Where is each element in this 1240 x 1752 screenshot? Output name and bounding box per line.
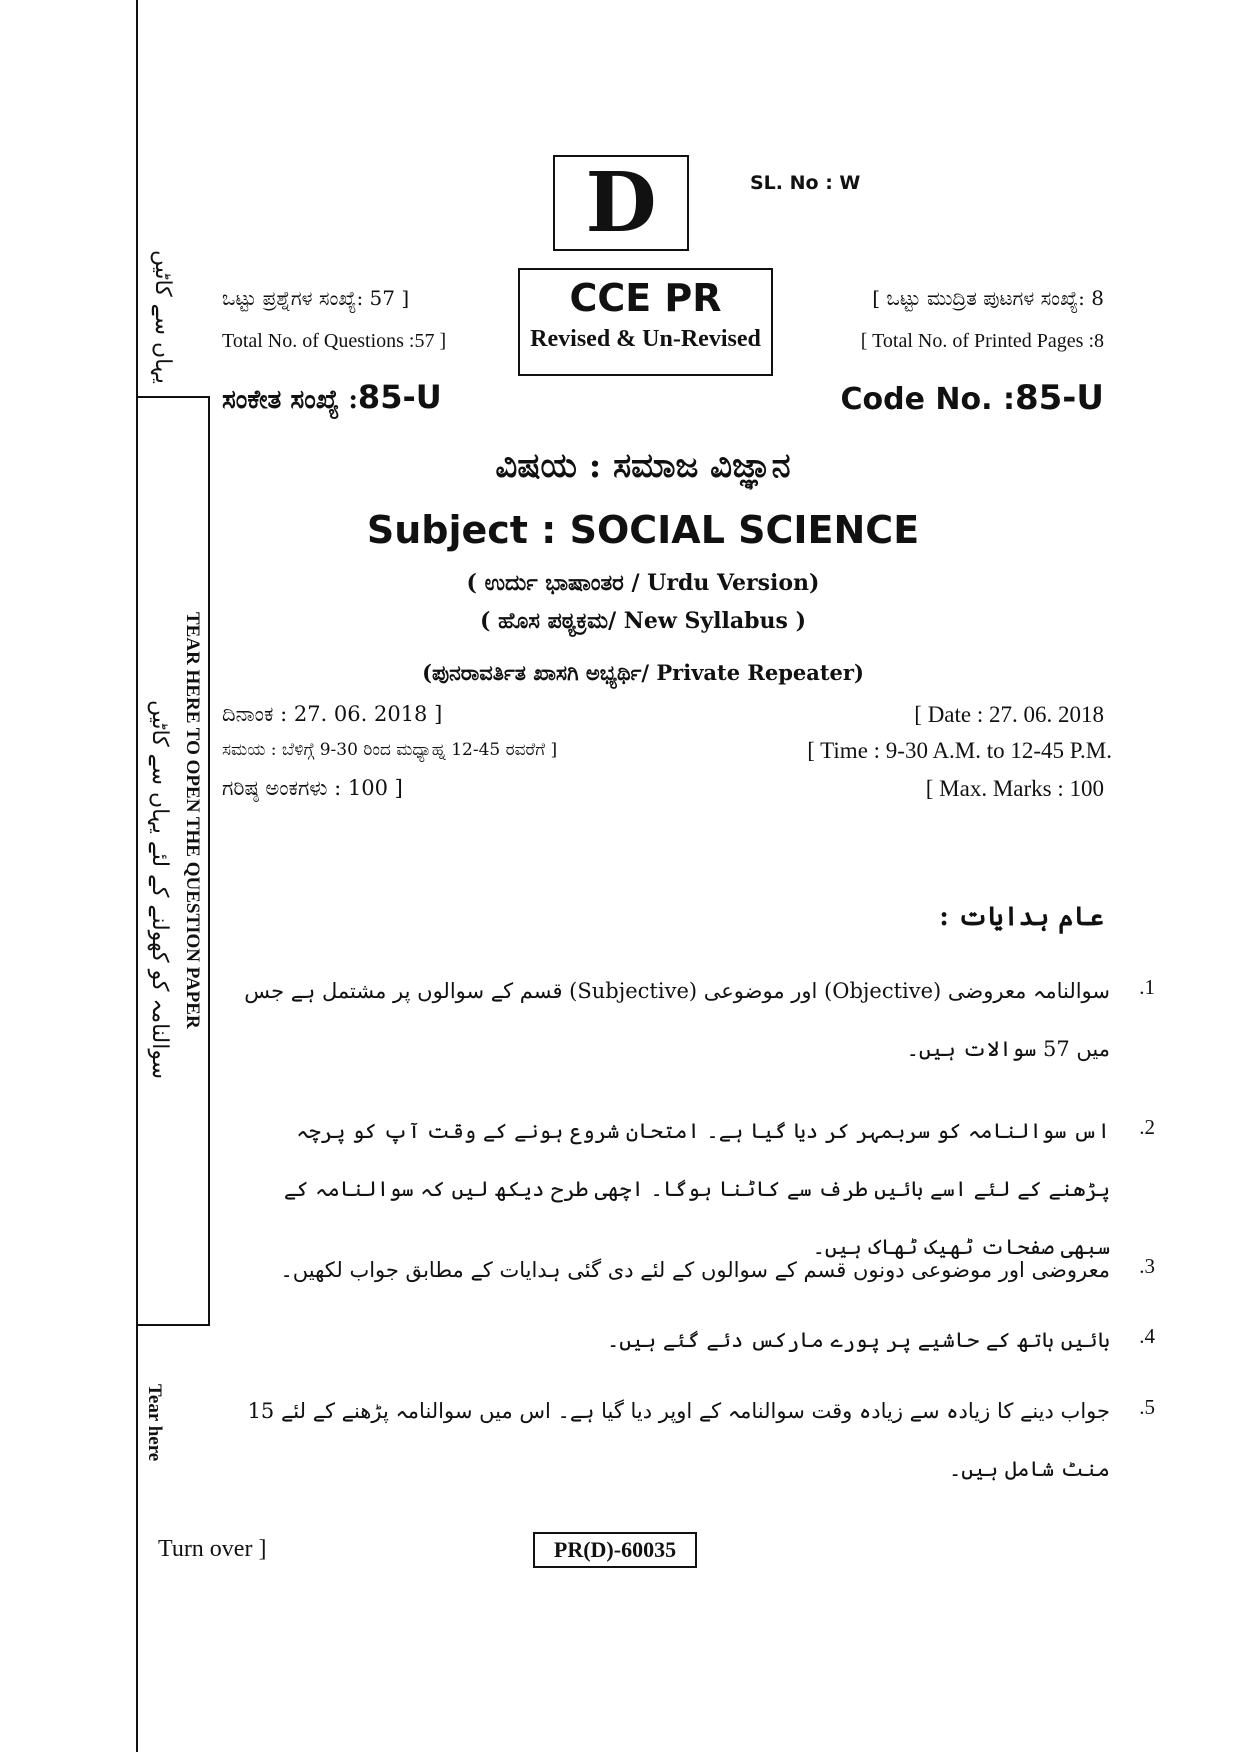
date-kn: ದಿನಾಂಕ : 27. 06. 2018 ]: [222, 702, 443, 726]
syllabus-label: ( ಹೊಸ ಪಠ್ಯಕ್ರಮ/ New Syllabus ): [480, 608, 806, 634]
version-label: ( ಉರ್ದು ಭಾಷಾಂತರ / Urdu Version): [466, 570, 820, 596]
exam-board: CCE PR: [569, 276, 722, 320]
marks-kn: ಗರಿಷ್ಠ ಅಂಕಗಳು : 100 ]: [222, 776, 403, 800]
instruction-num-1: .1: [1139, 975, 1155, 999]
code-en-label: Code No. :: [840, 382, 1015, 417]
instruction-5: جواب دینے کا زیادہ سے زیادہ وقت سوالنامہ کے اوپر دیا گیا ہے۔ اس میں سوالنامہ پڑھنے کے لئے 15 منٹ شامل ہیں۔: [247, 1399, 1110, 1481]
subject-en: Subject : SOCIAL SCIENCE: [366, 508, 920, 552]
serial-number: SL. No : W: [750, 172, 861, 194]
code-kn-label: ಸಂಕೇತ ಸಂಖ್ಯೆ :: [222, 385, 358, 415]
instruction-num-3: .3: [1139, 1254, 1155, 1278]
instruction-4: بائیں ہاتھ کے حاشیے پر پورے مارکس دئے گئے ہیں۔: [606, 1328, 1110, 1352]
turn-over: Turn over ]: [158, 1536, 267, 1562]
margin-line: [136, 0, 138, 1752]
instruction-2: اس سوالنامہ کو سربمہر کر دیا گیا ہے۔ امتحان شروع ہونے کے وقت آپ کو پرچہ پڑھنے کے لئے اسے بائیں طرف سے کاٹنا ہوگا۔ اچھی طرح دیکھ لیں کہ سوالنامہ کے سبھی صفحات ٹھیک ٹھاک ہیں۔: [283, 1119, 1110, 1259]
code-kn-value: 85-U: [357, 378, 442, 416]
side-tear-here: Tear here: [144, 1384, 165, 1462]
instructions-heading: عام ہدایات :: [939, 902, 1104, 932]
questions-en: Total No. of Questions :57 ]: [222, 330, 447, 352]
side-urdu-middle: سوالنامہ کو کھولنے کے لئے یہاں سے کاٹیں: [147, 700, 172, 1080]
marks-en: [ Max. Marks : 100: [925, 776, 1104, 801]
code-kn: [222, 378, 442, 416]
instruction-num-5: .5: [1139, 1395, 1155, 1419]
code-en-value: 85-U: [1014, 378, 1104, 418]
exam-board-box: [518, 268, 773, 376]
instruction-1: سوالنامہ معروضی (Objective) اور موضوعی (Subjective) قسم کے سوالوں پر مشتمل ہے جس میں 57 سوالات ہیں۔: [244, 979, 1110, 1061]
date-en: [ Date : 27. 06. 2018: [914, 702, 1104, 727]
tear-box-right: [208, 396, 210, 1326]
pages-en: [ Total No. of Printed Pages :8: [860, 330, 1104, 352]
instruction-num-4: .4: [1139, 1324, 1155, 1348]
time-en: [ Time : 9-30 A.M. to 12-45 P.M.: [807, 738, 1112, 763]
revision-label: Revised & Un-Revised: [530, 326, 761, 352]
tear-box-top: [136, 396, 210, 398]
side-tear-open: TEAR HERE TO OPEN THE QUESTION PAPER: [182, 612, 203, 1029]
time-kn: ಸಮಯ : ಬೆಳಿಗ್ಗೆ 9-30 ರಿಂದ ಮಧ್ಯಾಹ್ನ 12-45 ರವರೆಗೆ ]: [222, 740, 558, 760]
side-urdu-top: یہاں سے کاٹیں: [150, 250, 175, 384]
paper-set: D: [585, 155, 657, 251]
instruction-num-2: .2: [1139, 1115, 1155, 1139]
paper-code: PR(D)-60035: [533, 1532, 697, 1568]
paper-set-box: [553, 155, 689, 251]
code-en: [841, 378, 1105, 418]
pages-kn: [ ಒಟ್ಟು ಮುದ್ರಿತ ಪುಟಗಳ ಸಂಖ್ಯೆ: 8: [872, 286, 1104, 310]
subject-kn: ವಿಷಯ : ಸಮಾಜ ವಿಜ್ಞಾನ: [495, 446, 791, 486]
instruction-3: معروضی اور موضوعی دونوں قسم کے سوالوں کے لئے دی گئی ہدایات کے مطابق جواب لکھیں۔: [280, 1258, 1110, 1282]
tear-box-bottom: [136, 1324, 210, 1326]
candidate-label: (ಪುನರಾವರ್ತಿತ ಖಾಸಗಿ ಅಭ್ಯರ್ಥಿ/ Private Repeater): [422, 660, 864, 685]
questions-kn: ಒಟ್ಟು ಪ್ರಶ್ನೆಗಳ ಸಂಖ್ಯೆ: 57 ]: [222, 286, 410, 310]
